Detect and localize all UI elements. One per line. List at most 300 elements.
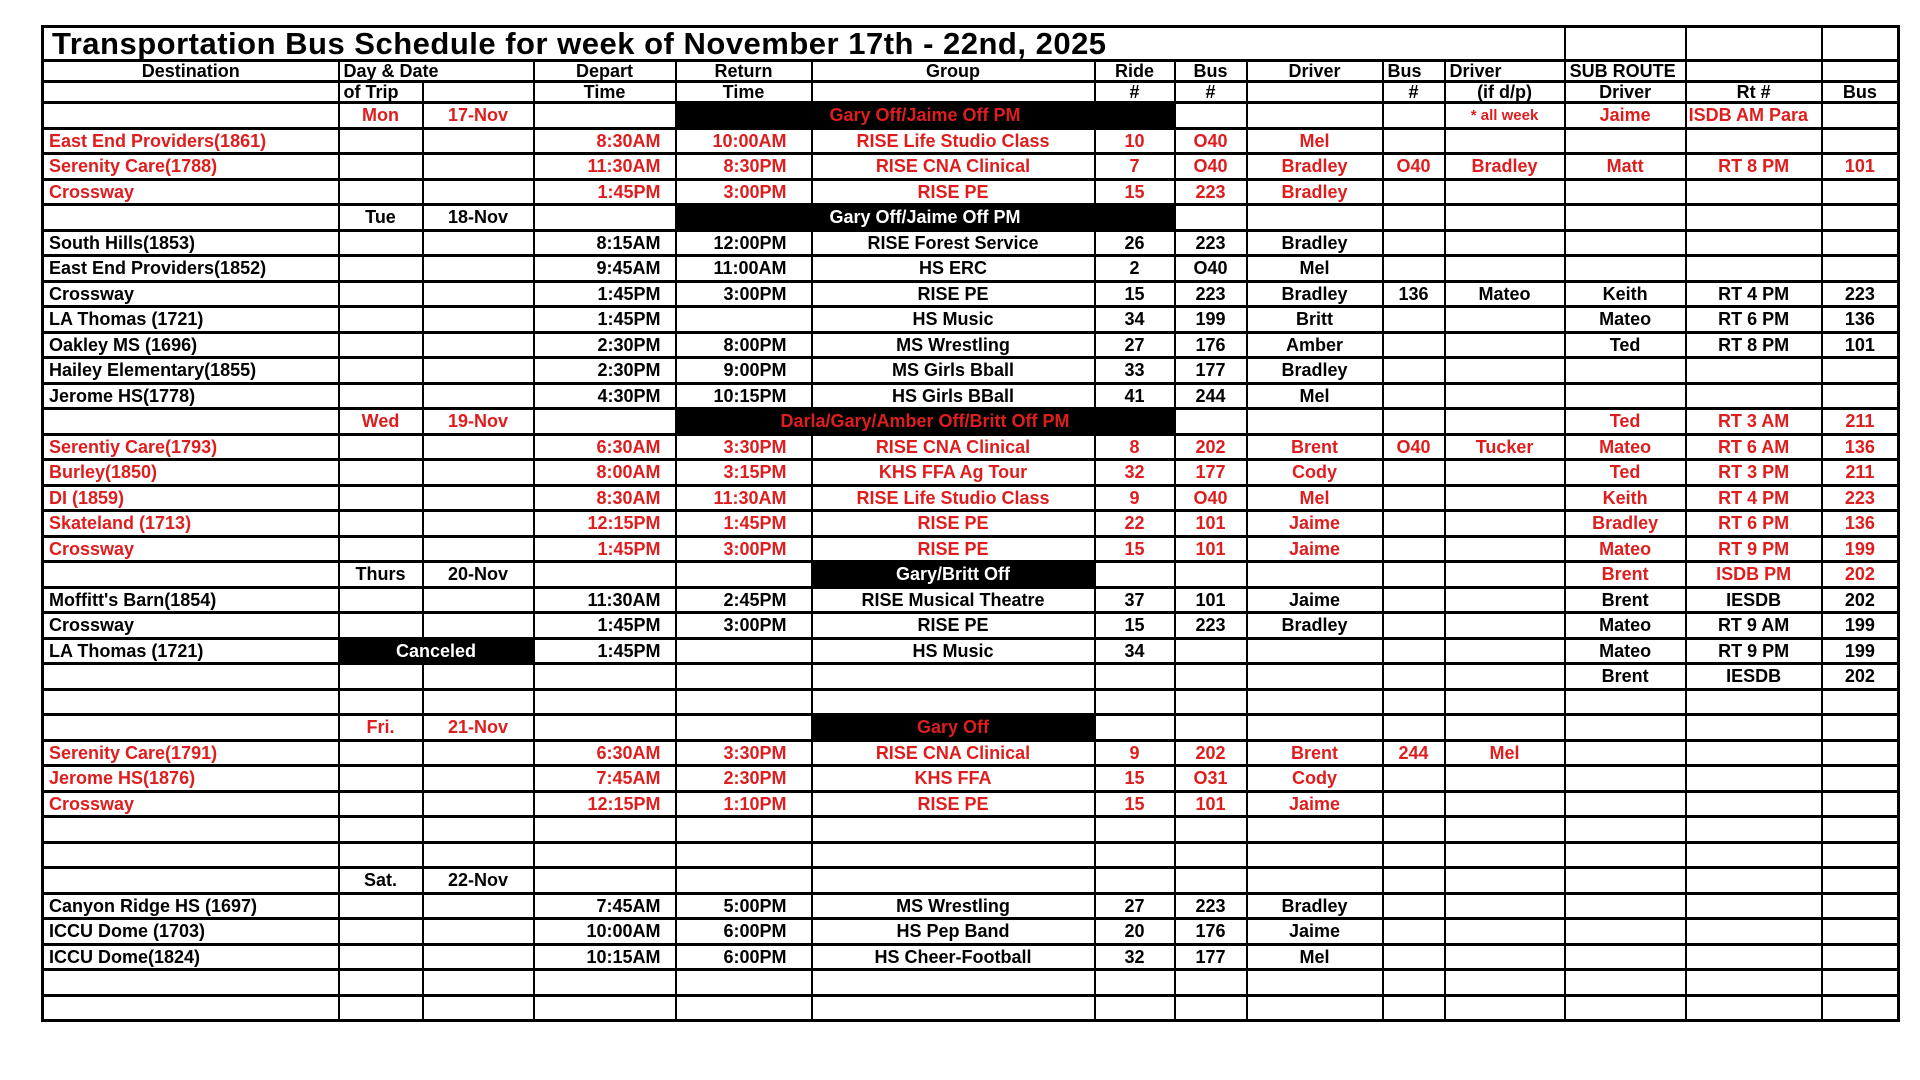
return-time-cell: 2:45PM bbox=[676, 587, 812, 613]
sub-route-driver-cell: Mateo bbox=[1565, 536, 1686, 562]
sub-route-bus-cell bbox=[1822, 766, 1899, 792]
subheader-blank bbox=[423, 82, 534, 103]
date-cell bbox=[423, 154, 534, 180]
sub-route-bus-cell bbox=[1822, 919, 1899, 945]
return-time-cell bbox=[676, 970, 812, 996]
ride-number-cell: 20 bbox=[1095, 919, 1175, 945]
trip-row bbox=[43, 281, 1899, 307]
day-cell bbox=[339, 383, 423, 409]
sub-route-bus-cell bbox=[1822, 383, 1899, 409]
driver-cell bbox=[1247, 205, 1383, 231]
sub-route-bus-cell: 199 bbox=[1822, 613, 1899, 639]
trip-row bbox=[43, 919, 1899, 945]
trip-row bbox=[43, 307, 1899, 333]
driver-cell: Bradley bbox=[1247, 154, 1383, 180]
page-title: Transportation Bus Schedule for week of November 17th - 22nd, 2025 bbox=[43, 27, 1565, 61]
return-time-cell bbox=[676, 562, 812, 588]
driver-cell bbox=[1247, 995, 1383, 1021]
header-group: Group bbox=[812, 61, 1095, 82]
return-time-cell: 11:00AM bbox=[676, 256, 812, 282]
driver-cell bbox=[1247, 689, 1383, 715]
depart-time-cell bbox=[534, 409, 676, 435]
depart-time-cell: 1:45PM bbox=[534, 281, 676, 307]
driver-cell bbox=[1247, 103, 1383, 129]
return-time-cell: 2:30PM bbox=[676, 766, 812, 792]
date-cell bbox=[423, 179, 534, 205]
date-cell bbox=[423, 281, 534, 307]
sub-route-bus-cell: 202 bbox=[1822, 664, 1899, 690]
trip-row bbox=[43, 128, 1899, 154]
destination-cell bbox=[43, 562, 339, 588]
group-cell: MS Wrestling bbox=[812, 893, 1095, 919]
second-bus-number-cell bbox=[1383, 664, 1445, 690]
trip-row bbox=[43, 740, 1899, 766]
subheader-bus-hash: # bbox=[1175, 82, 1247, 103]
destination-cell: Jerome HS(1778) bbox=[43, 383, 339, 409]
second-bus-number-cell bbox=[1383, 638, 1445, 664]
depart-time-cell: 9:45AM bbox=[534, 256, 676, 282]
ride-number-cell: 15 bbox=[1095, 536, 1175, 562]
bus-number-cell: 223 bbox=[1175, 893, 1247, 919]
trip-row bbox=[43, 613, 1899, 639]
sub-route-driver-cell bbox=[1565, 919, 1686, 945]
column-subheader-row bbox=[43, 82, 1899, 103]
driver-cell bbox=[1247, 562, 1383, 588]
depart-time-cell bbox=[534, 970, 676, 996]
ride-number-cell: 37 bbox=[1095, 587, 1175, 613]
second-driver-cell: Mel bbox=[1445, 740, 1565, 766]
depart-time-cell: 1:45PM bbox=[534, 307, 676, 333]
sub-route-rt-cell bbox=[1686, 944, 1822, 970]
sub-route-rt-cell bbox=[1686, 230, 1822, 256]
trip-row bbox=[43, 511, 1899, 537]
second-driver-cell bbox=[1445, 358, 1565, 384]
sub-route-rt-cell bbox=[1686, 689, 1822, 715]
day-cell bbox=[339, 460, 423, 486]
return-time-cell bbox=[676, 689, 812, 715]
empty-row bbox=[43, 995, 1899, 1021]
destination-cell: Crossway bbox=[43, 281, 339, 307]
sub-route-driver-cell: Ted bbox=[1565, 460, 1686, 486]
subheader-sub-driver: Driver bbox=[1565, 82, 1686, 103]
subheader-blank bbox=[1247, 82, 1383, 103]
schedule-sheet bbox=[41, 25, 1900, 1022]
ride-number-cell bbox=[1095, 868, 1175, 894]
sub-route-bus-cell bbox=[1822, 944, 1899, 970]
ride-number-cell: 15 bbox=[1095, 281, 1175, 307]
ride-number-cell bbox=[1095, 817, 1175, 843]
depart-time-cell: 11:30AM bbox=[534, 587, 676, 613]
depart-time-cell bbox=[534, 868, 676, 894]
bus-number-cell bbox=[1175, 103, 1247, 129]
day-header-row bbox=[43, 205, 1899, 231]
header-ride: Ride bbox=[1095, 61, 1175, 82]
sub-route-rt-cell bbox=[1686, 766, 1822, 792]
driver-cell: Mel bbox=[1247, 944, 1383, 970]
second-bus-number-cell bbox=[1383, 409, 1445, 435]
sub-route-rt-cell: RT 9 PM bbox=[1686, 536, 1822, 562]
sub-route-driver-cell bbox=[1565, 358, 1686, 384]
destination-cell: Serenity Care(1791) bbox=[43, 740, 339, 766]
depart-time-cell bbox=[534, 817, 676, 843]
sub-route-rt-cell: RT 6 PM bbox=[1686, 511, 1822, 537]
sub-route-rt-cell bbox=[1686, 740, 1822, 766]
drivers-off-banner: Gary Off bbox=[812, 715, 1095, 741]
day-header-row bbox=[43, 409, 1899, 435]
driver-cell: Mel bbox=[1247, 485, 1383, 511]
return-time-cell bbox=[676, 995, 812, 1021]
destination-cell: ICCU Dome(1824) bbox=[43, 944, 339, 970]
return-time-cell: 1:10PM bbox=[676, 791, 812, 817]
date-cell bbox=[423, 332, 534, 358]
bus-number-cell: 223 bbox=[1175, 179, 1247, 205]
date-cell bbox=[423, 128, 534, 154]
sub-route-bus-cell bbox=[1822, 995, 1899, 1021]
trip-row bbox=[43, 460, 1899, 486]
sub-route-rt-cell: RT 4 PM bbox=[1686, 485, 1822, 511]
driver-cell: Bradley bbox=[1247, 358, 1383, 384]
return-time-cell: 9:00PM bbox=[676, 358, 812, 384]
sub-route-rt-cell bbox=[1686, 919, 1822, 945]
bus-number-cell bbox=[1175, 715, 1247, 741]
driver-cell bbox=[1247, 715, 1383, 741]
depart-time-cell: 7:45AM bbox=[534, 766, 676, 792]
bus-number-cell: 177 bbox=[1175, 944, 1247, 970]
sub-route-driver-cell bbox=[1565, 791, 1686, 817]
depart-time-cell: 8:15AM bbox=[534, 230, 676, 256]
drivers-off-banner: Gary Off/Jaime Off PM bbox=[676, 103, 1175, 129]
subheader-of-trip: of Trip bbox=[339, 82, 423, 103]
driver-cell bbox=[1247, 970, 1383, 996]
day-cell bbox=[339, 817, 423, 843]
trip-row bbox=[43, 766, 1899, 792]
driver-cell: Jaime bbox=[1247, 587, 1383, 613]
ride-number-cell: 15 bbox=[1095, 766, 1175, 792]
sub-route-driver-cell: Brent bbox=[1565, 562, 1686, 588]
destination-cell: DI (1859) bbox=[43, 485, 339, 511]
bus-number-cell: 244 bbox=[1175, 383, 1247, 409]
sub-route-bus-cell bbox=[1822, 205, 1899, 231]
sub-route-rt-cell: ISDB PM bbox=[1686, 562, 1822, 588]
sub-route-driver-cell: Ted bbox=[1565, 409, 1686, 435]
return-time-cell: 6:00PM bbox=[676, 919, 812, 945]
return-time-cell: 11:30AM bbox=[676, 485, 812, 511]
bus-number-cell: 223 bbox=[1175, 613, 1247, 639]
sub-route-driver-cell bbox=[1565, 970, 1686, 996]
second-bus-number-cell bbox=[1383, 511, 1445, 537]
day-cell bbox=[339, 256, 423, 282]
driver-cell bbox=[1247, 638, 1383, 664]
return-time-cell: 6:00PM bbox=[676, 944, 812, 970]
second-driver-cell bbox=[1445, 613, 1565, 639]
second-bus-number-cell bbox=[1383, 613, 1445, 639]
title-spacer-cell bbox=[1565, 27, 1686, 61]
group-cell bbox=[812, 664, 1095, 690]
sub-route-driver-cell: Bradley bbox=[1565, 511, 1686, 537]
date-cell bbox=[423, 944, 534, 970]
group-cell: KHS FFA Ag Tour bbox=[812, 460, 1095, 486]
sub-route-bus-cell: 211 bbox=[1822, 460, 1899, 486]
trip-row bbox=[43, 944, 1899, 970]
day-cell bbox=[339, 434, 423, 460]
sub-route-driver-cell: Jaime bbox=[1565, 103, 1686, 129]
driver-cell bbox=[1247, 409, 1383, 435]
day-header-row bbox=[43, 562, 1899, 588]
sub-route-driver-cell bbox=[1565, 995, 1686, 1021]
return-time-cell: 1:45PM bbox=[676, 511, 812, 537]
bus-number-cell: 202 bbox=[1175, 434, 1247, 460]
date-cell bbox=[423, 893, 534, 919]
return-time-cell bbox=[676, 715, 812, 741]
subheader-sub-bus: Bus bbox=[1822, 82, 1899, 103]
return-time-cell: 3:00PM bbox=[676, 179, 812, 205]
sub-route-rt-cell bbox=[1686, 128, 1822, 154]
depart-time-cell: 8:30AM bbox=[534, 485, 676, 511]
bus-number-cell: 223 bbox=[1175, 281, 1247, 307]
sub-route-rt-cell bbox=[1686, 970, 1822, 996]
day-header-row bbox=[43, 868, 1899, 894]
bus-number-cell: 223 bbox=[1175, 230, 1247, 256]
destination-cell: Skateland (1713) bbox=[43, 511, 339, 537]
ride-number-cell: 22 bbox=[1095, 511, 1175, 537]
destination-cell: East End Providers(1852) bbox=[43, 256, 339, 282]
driver-cell: Bradley bbox=[1247, 281, 1383, 307]
second-bus-number-cell bbox=[1383, 358, 1445, 384]
trip-row bbox=[43, 358, 1899, 384]
depart-time-cell bbox=[534, 205, 676, 231]
trip-row bbox=[43, 383, 1899, 409]
sub-route-driver-cell bbox=[1565, 179, 1686, 205]
second-bus-number-cell bbox=[1383, 919, 1445, 945]
ride-number-cell: 10 bbox=[1095, 128, 1175, 154]
second-driver-cell bbox=[1445, 995, 1565, 1021]
sub-route-rt-cell bbox=[1686, 868, 1822, 894]
sub-route-bus-cell bbox=[1822, 358, 1899, 384]
sub-route-bus-cell: 199 bbox=[1822, 638, 1899, 664]
second-driver-cell: * all week bbox=[1445, 103, 1565, 129]
day-cell bbox=[339, 740, 423, 766]
header-second-driver: Driver bbox=[1445, 61, 1565, 82]
second-driver-cell bbox=[1445, 383, 1565, 409]
second-driver-cell bbox=[1445, 919, 1565, 945]
depart-time-cell: 8:00AM bbox=[534, 460, 676, 486]
return-time-cell bbox=[676, 638, 812, 664]
sub-route-rt-cell bbox=[1686, 842, 1822, 868]
depart-time-cell bbox=[534, 995, 676, 1021]
sub-route-driver-cell bbox=[1565, 893, 1686, 919]
destination-cell bbox=[43, 715, 339, 741]
second-bus-number-cell bbox=[1383, 893, 1445, 919]
destination-cell bbox=[43, 409, 339, 435]
destination-cell: Moffitt's Barn(1854) bbox=[43, 587, 339, 613]
second-driver-cell bbox=[1445, 307, 1565, 333]
date-cell bbox=[423, 256, 534, 282]
sub-route-driver-cell bbox=[1565, 715, 1686, 741]
return-time-cell: 10:00AM bbox=[676, 128, 812, 154]
group-cell: MS Wrestling bbox=[812, 332, 1095, 358]
group-cell: HS ERC bbox=[812, 256, 1095, 282]
trip-row bbox=[43, 893, 1899, 919]
driver-cell: Bradley bbox=[1247, 613, 1383, 639]
day-cell: Thurs bbox=[339, 562, 423, 588]
bus-number-cell bbox=[1175, 562, 1247, 588]
return-time-cell: 3:15PM bbox=[676, 460, 812, 486]
date-cell: 21-Nov bbox=[423, 715, 534, 741]
ride-number-cell: 9 bbox=[1095, 485, 1175, 511]
second-driver-cell bbox=[1445, 638, 1565, 664]
sub-route-driver-cell bbox=[1565, 766, 1686, 792]
day-header-row bbox=[43, 715, 1899, 741]
sub-route-bus-cell bbox=[1822, 740, 1899, 766]
destination-cell: LA Thomas (1721) bbox=[43, 307, 339, 333]
second-bus-number-cell bbox=[1383, 128, 1445, 154]
day-cell bbox=[339, 613, 423, 639]
destination-cell bbox=[43, 970, 339, 996]
driver-cell: Britt bbox=[1247, 307, 1383, 333]
bus-number-cell bbox=[1175, 995, 1247, 1021]
date-cell bbox=[423, 613, 534, 639]
destination-cell: Hailey Elementary(1855) bbox=[43, 358, 339, 384]
depart-time-cell bbox=[534, 715, 676, 741]
bus-number-cell bbox=[1175, 970, 1247, 996]
empty-row bbox=[43, 842, 1899, 868]
return-time-cell bbox=[676, 868, 812, 894]
sub-route-bus-cell bbox=[1822, 179, 1899, 205]
second-bus-number-cell bbox=[1383, 995, 1445, 1021]
subheader-blank bbox=[43, 82, 339, 103]
trip-row bbox=[43, 587, 1899, 613]
date-cell bbox=[423, 307, 534, 333]
sub-route-bus-cell: 136 bbox=[1822, 511, 1899, 537]
sub-route-rt-cell: RT 9 PM bbox=[1686, 638, 1822, 664]
day-cell bbox=[339, 842, 423, 868]
ride-number-cell bbox=[1095, 970, 1175, 996]
second-driver-cell bbox=[1445, 485, 1565, 511]
second-bus-number-cell: 244 bbox=[1383, 740, 1445, 766]
destination-cell: Crossway bbox=[43, 613, 339, 639]
date-cell: 22-Nov bbox=[423, 868, 534, 894]
group-cell: HS Cheer-Football bbox=[812, 944, 1095, 970]
depart-time-cell: 6:30AM bbox=[534, 434, 676, 460]
second-bus-number-cell bbox=[1383, 970, 1445, 996]
sub-route-bus-cell: 136 bbox=[1822, 434, 1899, 460]
date-cell bbox=[423, 689, 534, 715]
second-driver-cell bbox=[1445, 562, 1565, 588]
return-time-cell: 3:30PM bbox=[676, 740, 812, 766]
second-driver-cell bbox=[1445, 587, 1565, 613]
bus-number-cell: O40 bbox=[1175, 256, 1247, 282]
destination-cell: Burley(1850) bbox=[43, 460, 339, 486]
sub-route-bus-cell: 202 bbox=[1822, 562, 1899, 588]
driver-cell: Cody bbox=[1247, 460, 1383, 486]
return-time-cell: 3:00PM bbox=[676, 613, 812, 639]
header-second-bus: Bus bbox=[1383, 61, 1445, 82]
sub-route-driver-cell bbox=[1565, 230, 1686, 256]
sub-route-driver-cell: Keith bbox=[1565, 281, 1686, 307]
group-cell bbox=[812, 868, 1095, 894]
group-cell bbox=[812, 689, 1095, 715]
sub-route-rt-cell bbox=[1686, 995, 1822, 1021]
depart-time-cell bbox=[534, 689, 676, 715]
sub-route-bus-cell bbox=[1822, 842, 1899, 868]
driver-cell: Jaime bbox=[1247, 791, 1383, 817]
sub-route-driver-cell bbox=[1565, 383, 1686, 409]
second-bus-number-cell bbox=[1383, 103, 1445, 129]
sub-route-rt-cell: RT 3 PM bbox=[1686, 460, 1822, 486]
driver-cell: Amber bbox=[1247, 332, 1383, 358]
sub-route-bus-cell bbox=[1822, 868, 1899, 894]
second-driver-cell bbox=[1445, 842, 1565, 868]
depart-time-cell: 1:45PM bbox=[534, 179, 676, 205]
second-driver-cell bbox=[1445, 511, 1565, 537]
depart-time-cell: 8:30AM bbox=[534, 128, 676, 154]
sub-route-driver-cell bbox=[1565, 128, 1686, 154]
trip-row bbox=[43, 179, 1899, 205]
destination-cell: South Hills(1853) bbox=[43, 230, 339, 256]
group-cell: RISE PE bbox=[812, 791, 1095, 817]
sub-route-driver-cell: Ted bbox=[1565, 332, 1686, 358]
trip-row bbox=[43, 536, 1899, 562]
date-cell: 20-Nov bbox=[423, 562, 534, 588]
sub-route-bus-cell bbox=[1822, 128, 1899, 154]
second-bus-number-cell: O40 bbox=[1383, 154, 1445, 180]
ride-number-cell: 15 bbox=[1095, 613, 1175, 639]
second-driver-cell bbox=[1445, 536, 1565, 562]
sub-route-driver-cell bbox=[1565, 740, 1686, 766]
depart-time-cell: 6:30AM bbox=[534, 740, 676, 766]
date-cell bbox=[423, 842, 534, 868]
ride-number-cell: 15 bbox=[1095, 179, 1175, 205]
date-cell: 17-Nov bbox=[423, 103, 534, 129]
sub-route-rt-cell: RT 6 PM bbox=[1686, 307, 1822, 333]
return-time-cell bbox=[676, 307, 812, 333]
second-bus-number-cell bbox=[1383, 179, 1445, 205]
bus-number-cell bbox=[1175, 409, 1247, 435]
sub-route-bus-cell: 211 bbox=[1822, 409, 1899, 435]
trip-row bbox=[43, 230, 1899, 256]
driver-cell bbox=[1247, 817, 1383, 843]
sub-route-rt-cell bbox=[1686, 205, 1822, 231]
day-cell bbox=[339, 154, 423, 180]
second-driver-cell bbox=[1445, 664, 1565, 690]
date-cell bbox=[423, 740, 534, 766]
bus-number-cell bbox=[1175, 205, 1247, 231]
ride-number-cell bbox=[1095, 842, 1175, 868]
driver-cell: Bradley bbox=[1247, 230, 1383, 256]
ride-number-cell: 15 bbox=[1095, 791, 1175, 817]
group-cell: RISE CNA Clinical bbox=[812, 154, 1095, 180]
sub-route-bus-cell bbox=[1822, 256, 1899, 282]
sub-route-driver-cell: Brent bbox=[1565, 587, 1686, 613]
second-bus-number-cell bbox=[1383, 766, 1445, 792]
sub-route-driver-cell: Mateo bbox=[1565, 638, 1686, 664]
destination-cell: Oakley MS (1696) bbox=[43, 332, 339, 358]
second-driver-cell bbox=[1445, 205, 1565, 231]
group-cell bbox=[812, 842, 1095, 868]
day-cell: Sat. bbox=[339, 868, 423, 894]
sub-route-bus-cell bbox=[1822, 791, 1899, 817]
header-spacer-cell bbox=[1686, 61, 1822, 82]
bus-number-cell bbox=[1175, 842, 1247, 868]
subheader-ride-hash: # bbox=[1095, 82, 1175, 103]
sub-route-rt-cell bbox=[1686, 179, 1822, 205]
ride-number-cell bbox=[1095, 562, 1175, 588]
header-depart: Depart bbox=[534, 61, 676, 82]
date-cell bbox=[423, 230, 534, 256]
trip-row bbox=[43, 154, 1899, 180]
bus-number-cell bbox=[1175, 817, 1247, 843]
second-driver-cell bbox=[1445, 460, 1565, 486]
